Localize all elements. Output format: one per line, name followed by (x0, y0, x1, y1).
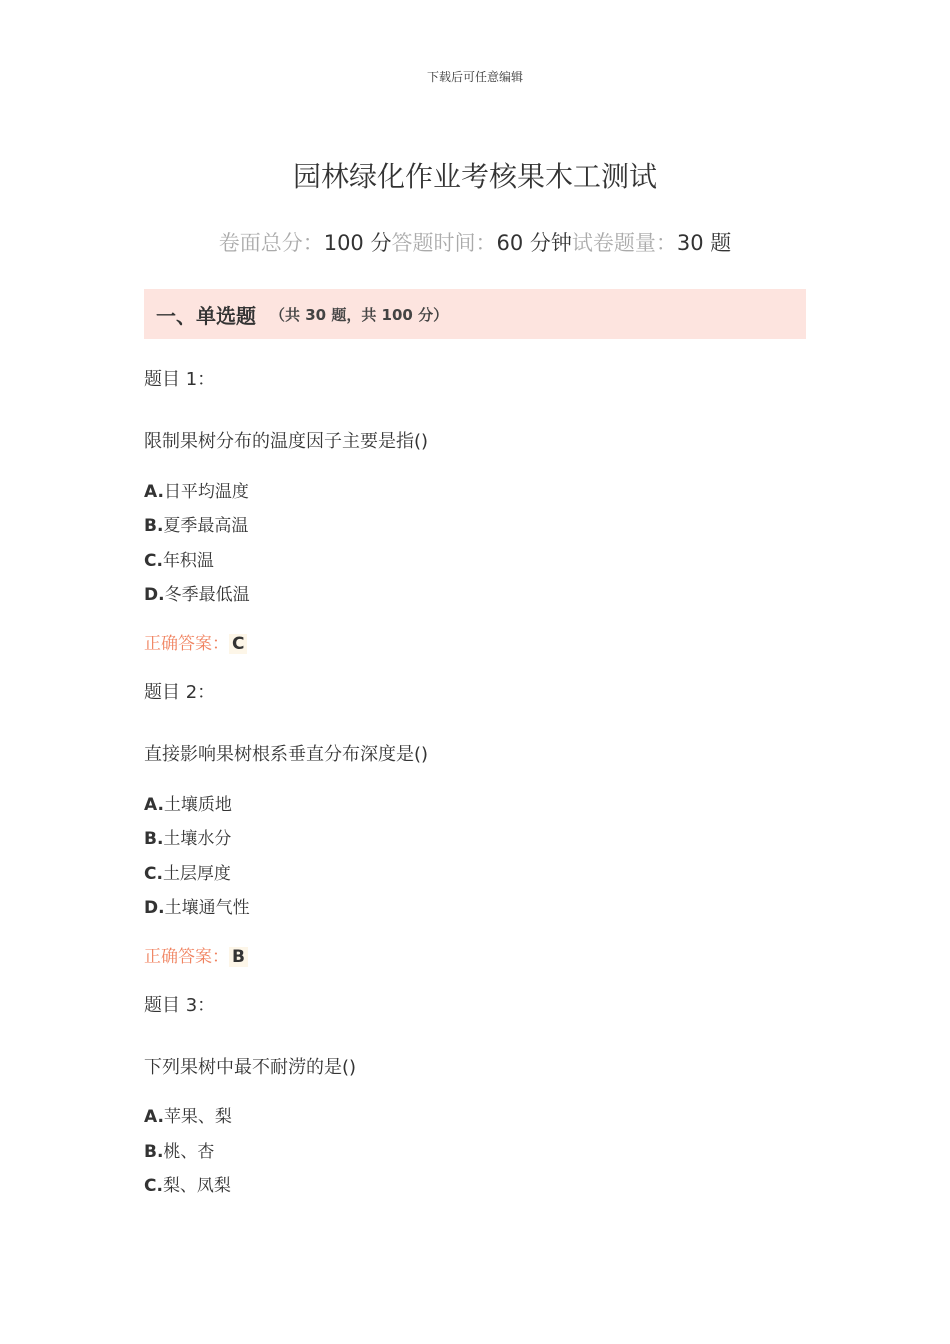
option-letter: D. (144, 585, 165, 605)
option-letter: A. (144, 1107, 164, 1127)
count-value: 30 题 (676, 231, 732, 255)
question-1-stem: 限制果树分布的温度因子主要是指() (144, 431, 429, 452)
answer-value: B (229, 947, 248, 967)
question-2-heading: 题目 2： (144, 682, 216, 703)
question-2-option-d (144, 893, 250, 918)
option-text: 桃、杏 (163, 1142, 215, 1162)
question-3-stem: 下列果树中最不耐涝的是() (144, 1057, 357, 1078)
time-label: 答题时间： (391, 231, 497, 255)
section-info: （共 30 题，共 100 分） (270, 305, 449, 324)
total-score-label: 卷面总分： (218, 231, 324, 255)
question-2-option-a (144, 790, 232, 815)
question-1-answer (144, 629, 247, 654)
option-text: 夏季最高温 (163, 516, 249, 536)
answer-label: 正确答案： (144, 634, 229, 654)
question-1-option-d (144, 580, 250, 605)
answer-label: 正确答案： (144, 947, 229, 967)
question-1-option-a (144, 477, 249, 502)
option-text: 日平均温度 (163, 482, 249, 502)
option-letter: C. (144, 864, 163, 884)
page-title: 园林绿化作业考核果木工测试 (292, 160, 657, 193)
total-score-value: 100 分 (323, 231, 392, 255)
option-letter: B. (144, 829, 164, 849)
option-text: 年积温 (162, 551, 214, 571)
section-header (144, 289, 806, 339)
option-letter: D. (144, 898, 165, 918)
section-title: 一、单选题 (156, 303, 256, 328)
question-1-option-b (144, 511, 248, 536)
question-1-heading: 题目 1： (144, 369, 216, 390)
answer-value: C (229, 634, 247, 654)
option-text: 土壤通气性 (164, 898, 250, 918)
question-2-option-c (144, 859, 231, 884)
option-letter: A. (144, 482, 164, 502)
question-2-stem: 直接影响果树根系垂直分布深度是() (144, 744, 429, 765)
header-note: 下载后可任意编辑 (426, 70, 523, 84)
option-text: 梨、凤梨 (162, 1176, 231, 1196)
question-3-option-c (144, 1171, 231, 1196)
exam-meta (0, 227, 950, 257)
option-letter: B. (144, 516, 164, 536)
question-3-heading: 题目 3： (144, 995, 216, 1016)
question-1-option-c (144, 546, 214, 571)
option-text: 土层厚度 (162, 864, 231, 884)
option-letter: C. (144, 1176, 163, 1196)
question-2-option-b (144, 824, 231, 849)
option-text: 冬季最低温 (164, 585, 250, 605)
question-3-option-b (144, 1137, 214, 1162)
option-letter: C. (144, 551, 163, 571)
question-3-option-a (144, 1102, 232, 1127)
option-letter: A. (144, 795, 164, 815)
count-label: 试卷题量： (571, 231, 677, 255)
option-text: 土壤水分 (163, 829, 232, 849)
time-value: 60 分钟 (496, 231, 572, 255)
option-text: 土壤质地 (163, 795, 232, 815)
question-2-answer (144, 942, 248, 967)
option-text: 苹果、梨 (163, 1107, 232, 1127)
option-letter: B. (144, 1142, 164, 1162)
